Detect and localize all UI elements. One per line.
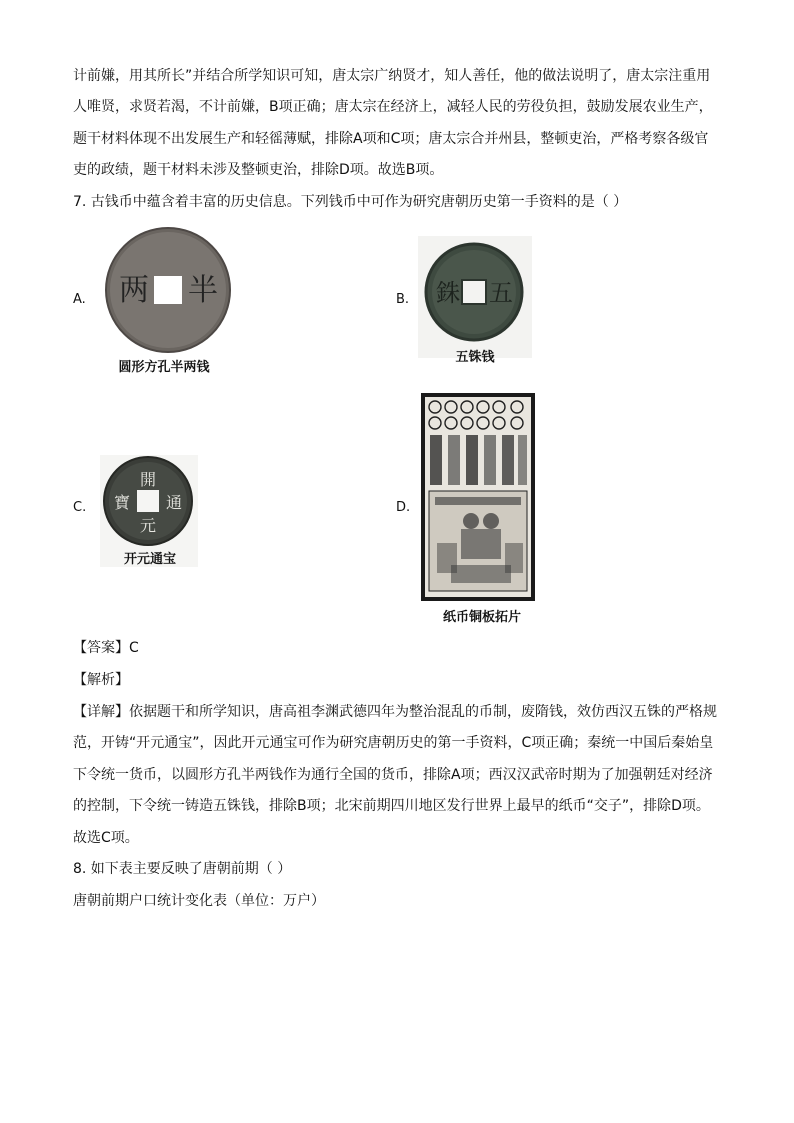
- option-b-letter: B.: [396, 292, 410, 307]
- prev-answer-line-2: 人唯贤，求贤若渴，不计前嫌，B项正确；唐太宗在经济上，减轻人民的劳役负担，鼓励发展农业生产，: [73, 99, 713, 115]
- option-d-caption: 纸币铜板拓片: [442, 610, 521, 625]
- half-liang-coin-image: [104, 226, 232, 354]
- detail-line-1: 【详解】依据题干和所学知识，唐高祖李渊武德四年为整治混乱的币制，废隋钱，效仿西汉五铢的严格规: [73, 704, 717, 720]
- option-c-caption: 开元通宝: [123, 552, 176, 567]
- coin-c-top-glyph: 開: [139, 470, 157, 489]
- question-8-table-title: 唐朝前期户口统计变化表（单位：万户）: [73, 893, 325, 909]
- prev-answer-line-3: 题干材料体现不出发展生产和轻徭薄赋，排除A项和C项；唐太宗合并州县，整顿吏治，严格考察各级官: [73, 131, 709, 147]
- coin-c-right-glyph: 通: [165, 493, 183, 512]
- answer-label: 【答案】: [73, 640, 129, 656]
- question-8-stem: 8. 如下表主要反映了唐朝前期（ ）: [73, 861, 292, 877]
- coin-b-left-glyph: 銖: [436, 279, 460, 307]
- option-c-letter: C.: [73, 500, 87, 515]
- prev-answer-line-1: 计前嫌，用其所长”并结合所学知识可知，唐太宗广纳贤才，知人善任，他的做法说明了，唐太宗注重用: [73, 68, 711, 84]
- detail-line-2: 范，开铸“开元通宝”，因此开元通宝可作为研究唐朝历史的第一手资料，C项正确；秦统一中国后秦始皇: [73, 735, 714, 751]
- question-7-stem: 7. 古钱币中蕴含着丰富的历史信息。下列钱币中可作为研究唐朝历史第一手资料的是（ ）: [73, 194, 628, 210]
- prev-answer-line-4: 吏的政绩，题干材料未涉及整顿吏治，排除D项。故选B项。: [73, 162, 444, 178]
- answer-value: C: [129, 640, 139, 656]
- option-d-letter: D.: [396, 500, 411, 515]
- detail-line-4: 的控制，下令统一铸造五铢钱，排除B项；北宋前期四川地区发行世界上最早的纸币“交子”，排除D项。: [73, 798, 710, 814]
- coin-c-left-glyph: 寶: [113, 493, 131, 512]
- coin-a-left-glyph: 两: [119, 273, 149, 308]
- analysis-label: 【解析】: [73, 672, 129, 688]
- option-a-caption: 圆形方孔半两钱: [118, 360, 210, 375]
- coin-b-right-glyph: 五: [489, 279, 513, 307]
- wuzhu-coin-image: [418, 236, 532, 358]
- detail-line-3: 下令统一货币，以圆形方孔半两钱作为通行全国的货币，排除A项；西汉汉武帝时期为了加强朝廷对经济: [73, 767, 713, 783]
- paper-money-plate-rubbing-image: [421, 393, 535, 601]
- coin-a-right-glyph: 半: [188, 273, 218, 308]
- option-a-letter: A.: [73, 292, 86, 307]
- answer-line: [73, 638, 139, 658]
- option-b-caption: 五铢钱: [455, 350, 495, 365]
- detail-line-5: 故选C项。: [73, 830, 139, 846]
- coin-c-bottom-glyph: 元: [139, 516, 157, 535]
